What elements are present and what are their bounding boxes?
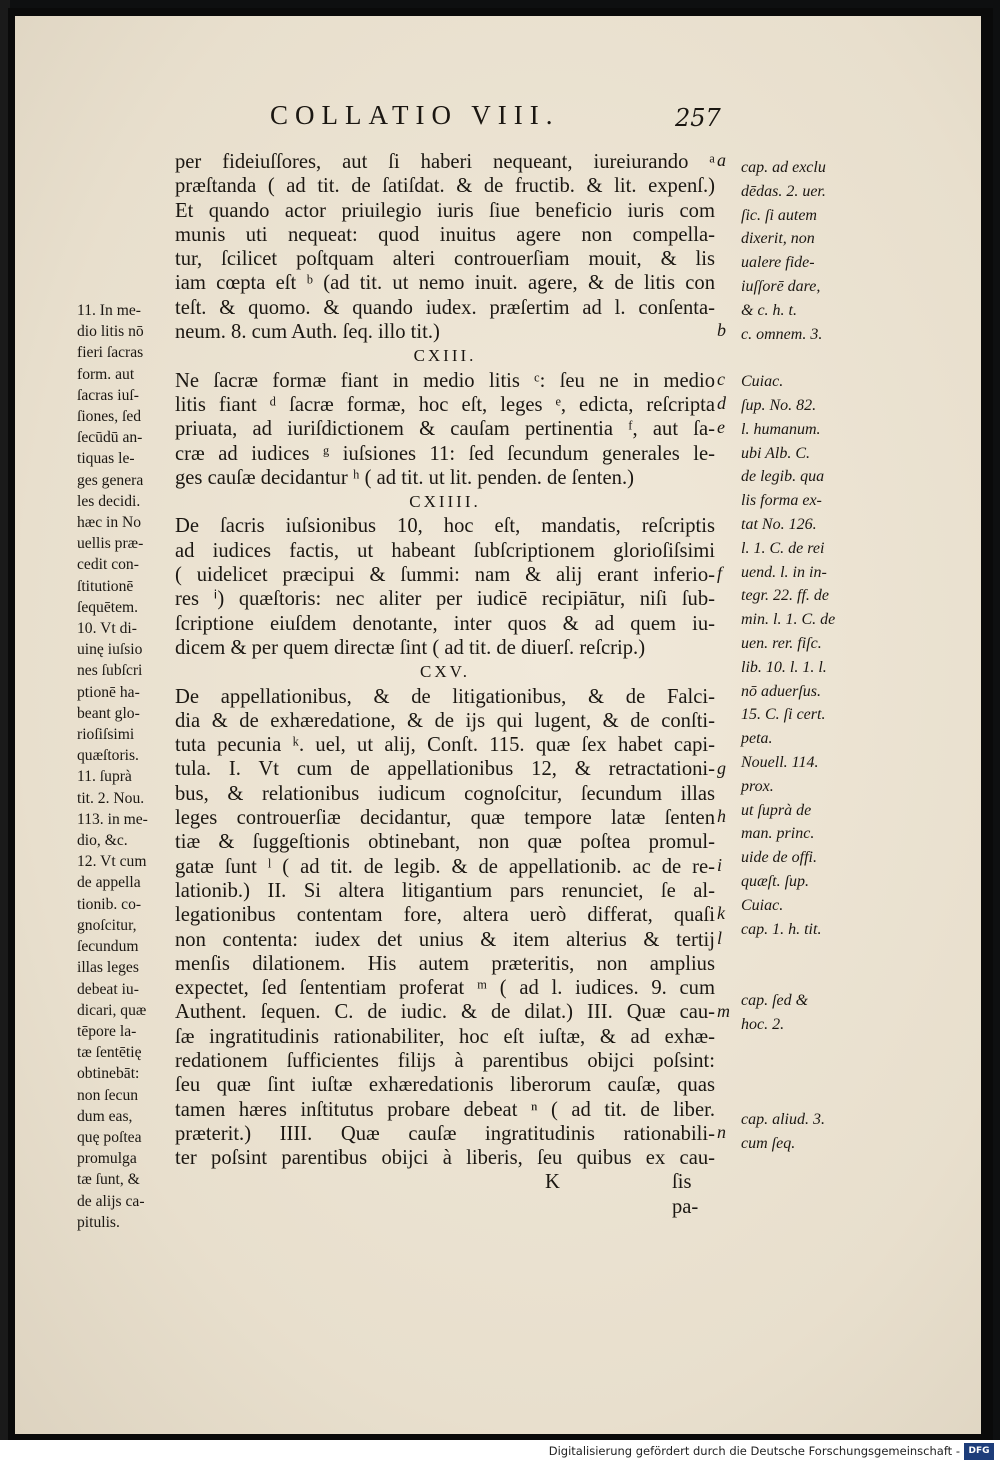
left-note-line: de alijs ca- (77, 1192, 145, 1210)
right-note-line: cap. aliud. 3. (741, 1110, 825, 1128)
text-line: redationem ſufficientes filijs à parentibus obijci poſsint: (175, 1049, 715, 1072)
main-text-column (175, 150, 715, 1218)
left-note-line: 113. in me- (77, 810, 148, 828)
text-line: præterit.) IIII. Quæ cauſæ ingratitudinis rationabili- (175, 1122, 715, 1145)
reference-letter: a (717, 150, 726, 170)
right-note-line (741, 941, 861, 965)
left-note-line: beant glo- (77, 704, 140, 722)
right-note-line: dēdas. 2. uer. (741, 182, 826, 200)
reference-letter: b (717, 320, 726, 341)
right-note-line: peta. (741, 730, 773, 748)
right-note-line: Nouell. 114. (741, 753, 819, 771)
running-header: COLLATIO VIII. (270, 100, 560, 130)
right-note-line: cum ſeq. (741, 1134, 796, 1152)
text-line: per fideiuſſores, aut ſi haberi nequeant, iureiurando ᵃ (175, 151, 715, 173)
right-note-line: ualere fide- (741, 254, 815, 272)
right-note-line: min. l. 1. C. de (741, 611, 836, 629)
left-note-line: ſacras iuſ- (77, 386, 139, 404)
text-line: ad iudices factis, ut habeant ſubſcriptionem glorioſiſsimi (175, 539, 715, 562)
text-line: De appellationibus, & de litigationibus, & de Falci- (175, 685, 715, 708)
text-line: bus, & relationibus iudicum cognoſcitur, ſecundum illas (175, 782, 715, 805)
left-note-line: quę poſtea (77, 1128, 142, 1146)
right-note-line: l. 1. C. de rei (741, 539, 825, 557)
text-line: tiæ & ſuggeſtionis obtinebant, non quæ poſtea promul- (175, 831, 715, 854)
reference-letter: g (717, 757, 726, 778)
right-note-line: tegr. 22. ff. de (741, 587, 829, 605)
right-note-line: prox. (741, 777, 774, 795)
left-note-line: tæ ſunt, & (77, 1171, 140, 1189)
text-line: ( uidelicet præcipui & ſummi: nam & alij erant inferio- (175, 564, 715, 587)
left-note-line: promulga (77, 1150, 137, 1168)
text-line: Authent. ſequen. C. de iudic. & de dilat.) III. Quæ cau- (175, 1001, 715, 1024)
left-note-line: uellis præ- (77, 535, 144, 553)
funding-note: Digitalisierung gefördert durch die Deutsche Forschungsgemeinschaft - (548, 1444, 960, 1458)
right-note-line: c. omnem. 3. (741, 325, 823, 343)
left-note-line: non ſecun (77, 1086, 139, 1104)
right-note-line: iuſſorē dare, (741, 277, 821, 295)
signature-mark: K (545, 1171, 560, 1194)
section-heading: CXIII. (413, 346, 477, 366)
text-line: tula. I. Vt cum de appellationibus 12, & retractationi- (175, 758, 715, 781)
text-line: expectet, ſed ſententiam proferat ᵐ ( ad l. iudices. 9. cum (175, 977, 715, 1000)
left-note-line: hæc in No (77, 514, 142, 532)
text-line: priuata, ad iuriſdictionem & cauſam pertinentia ᶠ, aut ſa- (175, 418, 715, 441)
left-note-line: ſiones, ſed (77, 408, 142, 426)
right-marginal-notes (741, 156, 861, 1155)
section-heading: CXIIII. (409, 492, 481, 512)
right-note-line: lis forma ex- (741, 492, 822, 510)
text-line: De ſacris iuſsionibus 10, hoc eſt, mandatis, reſcriptis (175, 515, 715, 538)
text-line: iam cœpta eſt ᵇ (ad tit. ut nemo inuit. agere, & de litis con (175, 272, 715, 295)
text-line: dia & de exhæredatione, & de ijs qui lugent, & de conſti- (175, 709, 715, 732)
page-number: 257 (675, 104, 721, 132)
reference-letter: i (717, 854, 723, 875)
left-note-line: tiquas le- (77, 450, 135, 468)
text-line: Ne ſacræ formæ fiant in medio litis ᶜ: ſeu ne in medio (175, 369, 715, 392)
book-page (15, 16, 981, 1434)
text-line: ges cauſæ decidantur ʰ ( ad tit. ut lit. penden. de ſenten.) (175, 466, 634, 489)
text-line: ſeu quæ ſint iuſtæ exhæredationis liberorum cauſæ, quas (175, 1074, 715, 1097)
scan-background (8, 8, 993, 1440)
left-marginal-notes (77, 300, 169, 1233)
right-note-line: nō aduerſus. (741, 682, 821, 700)
text-line: tuta pecunia ᵏ. uel, ut alij, Conſt. 115. quæ ſex habet capi- (175, 734, 715, 757)
footer-bar (0, 1440, 1000, 1465)
left-note-line: ptionē ha- (77, 683, 140, 701)
reference-letter: m (717, 1000, 730, 1021)
right-note-line: ut ſuprà de (741, 801, 812, 819)
right-note-line: dixerit, non (741, 230, 815, 248)
right-note-line: Cuiac. (741, 373, 784, 391)
left-note-line: tēpore la- (77, 1022, 137, 1040)
right-note-line: uen. rer. fiſc. (741, 634, 822, 652)
left-note-line: dio, &c. (77, 832, 128, 850)
left-note-line: les decidi. (77, 492, 141, 510)
left-note-line: ſtitutionē (77, 577, 134, 595)
text-line: leges controuerſiæ decidantur, quæ tempore latæ ſenten (175, 807, 715, 830)
text-line: menſis dilationem. His autem præteritis, non amplius (175, 952, 715, 975)
left-note-line: form. aut (77, 365, 135, 383)
left-note-line: debeat iu- (77, 980, 139, 998)
left-note-line: nes ſubſcri (77, 662, 143, 680)
text-line: præſtanda ( ad tit. de ſatiſdat. & de fructib. & lit. expenſ.) (175, 175, 715, 198)
left-note-line: uinę iuſsio (77, 641, 143, 659)
text-line: legationibus contentam fore, altera uerò differat, quaſi (175, 904, 715, 927)
text-line: ſæ ingratitudinis rationabiliter, hoc eſt iuſtæ, & ad exhæ- (175, 1025, 715, 1048)
left-note-line: tæ ſentētię (77, 1044, 142, 1062)
left-note-line: tionib. co- (77, 895, 142, 913)
left-note-line: dio litis nō (77, 323, 144, 341)
left-note-line: ſecūdū an- (77, 429, 143, 447)
left-note-line: ſequētem. (77, 598, 139, 616)
text-line: neum. 8. cum Auth. ſeq. illo tit.) (175, 321, 440, 344)
text-line: dicem & per quem directæ ſint ( ad tit. de diuerſ. reſcrip.) (175, 636, 646, 659)
left-note-line: de appella (77, 874, 141, 892)
catchline (175, 1170, 715, 1218)
text-line: Et quando actor priuilegio iuris ſiue beneficio iuris com (175, 199, 715, 222)
right-note-line: cap. ſed & (741, 991, 809, 1009)
reference-letter: n (717, 1122, 726, 1142)
text-line: non contenta: iudex det unius & item alterius & tertij (175, 928, 715, 951)
left-note-line: 11. ſuprà (77, 768, 132, 786)
text-line: lationib.) II. Si altera litigantium pars renunciet, ſe al- (175, 879, 715, 902)
reference-letter: d (717, 393, 726, 413)
left-note-line: fieri ſacras (77, 344, 144, 362)
left-note-line: ſecundum (77, 938, 139, 956)
right-note-line: hoc. 2. (741, 1015, 785, 1033)
right-note-line: de legib. qua (741, 468, 825, 486)
left-note-line: 11. In me- (77, 302, 141, 319)
right-note-line: ſic. ſi autem (741, 206, 817, 224)
left-note-line: 10. Vt di- (77, 620, 137, 638)
right-note-line (741, 346, 861, 370)
reference-letter: f (717, 563, 723, 584)
right-note-line: tat No. 126. (741, 515, 817, 533)
left-note-line: dum eas, (77, 1107, 133, 1125)
text-line: cræ ad iudices ᵍ iuſsiones 11: ſed ſecundum generales le- (175, 442, 715, 465)
text-line: munis uti nequeat: quod inuitus agere non compella- (175, 223, 715, 246)
text-line: teſt. & quomo. & quando iudex. præſertim ad l. conſenta- (175, 296, 715, 319)
left-note-line: cedit con- (77, 556, 139, 574)
left-note-line: illas leges (77, 959, 139, 977)
right-note-line (741, 1060, 861, 1084)
left-note-line: dicari, quæ (77, 1001, 147, 1019)
right-note-line: & c. h. t. (741, 301, 797, 319)
left-note-line: 12. Vt cum (77, 853, 147, 871)
left-note-line: gnoſcitur, (77, 916, 137, 934)
section-heading: CXV. (420, 662, 470, 682)
right-note-line: ubi Alb. C. (741, 444, 811, 462)
reference-letter: h (717, 806, 726, 827)
right-note-line (741, 965, 861, 989)
catchword: ſis pa- (672, 1171, 699, 1218)
right-note-line: uide de offi. (741, 849, 817, 867)
right-note-line (741, 1036, 861, 1060)
text-line: litis fiant ᵈ ſacræ formæ, hoc eſt, leges ᵉ, edicta, reſcripta (175, 393, 715, 416)
left-note-line: quæſtoris. (77, 747, 139, 765)
right-note-line: cap. ad exclu (741, 159, 826, 176)
left-note-line: ges genera (77, 471, 144, 489)
right-note-line: 15. C. ſi cert. (741, 706, 826, 724)
right-note-line: l. humanum. (741, 420, 821, 438)
reference-letter: k (717, 903, 725, 924)
dfg-logo: DFG (964, 1443, 994, 1460)
right-note-line: uend. l. in in- (741, 563, 827, 581)
right-note-line: ſup. No. 82. (741, 396, 817, 414)
text-line: gatæ ſunt ˡ ( ad tit. de legib. & de appellationib. ac de re- (175, 855, 715, 878)
left-note-line: obtinebāt: (77, 1065, 140, 1083)
right-note-line: Cuiac. (741, 896, 784, 914)
left-note-line: rioſiſsimi (77, 726, 135, 744)
right-note-line: quæſt. ſup. (741, 872, 810, 890)
right-note-line: man. princ. (741, 825, 815, 843)
text-line: tamen hæres inſtitutus probare debeat ⁿ ( ad tit. de liber. (175, 1098, 715, 1121)
right-note-line: lib. 10. l. 1. l. (741, 658, 827, 676)
text-line: tur, ſcilicet poſtquam alteri controuerſiam mouit, & lis (175, 248, 715, 271)
reference-letter: e (717, 417, 725, 438)
reference-letter: l (717, 927, 723, 948)
reference-letter: c (717, 368, 725, 389)
right-note-line (741, 1084, 861, 1108)
text-line: ter poſsint parentibus obijci à liberis, ſeu quibus ex cau- (175, 1147, 715, 1170)
right-note-line: cap. 1. h. tit. (741, 920, 822, 938)
text-line: res ⁱ) quæſtoris: nec aliter per iudicē recipiātur, niſi ſub- (175, 588, 715, 611)
left-note-line: tit. 2. Nou. (77, 789, 145, 807)
text-line: ſcriptione eiuſdem denotante, inter quos & ad quem iu- (175, 612, 715, 635)
left-note-line: pitulis. (77, 1213, 120, 1231)
